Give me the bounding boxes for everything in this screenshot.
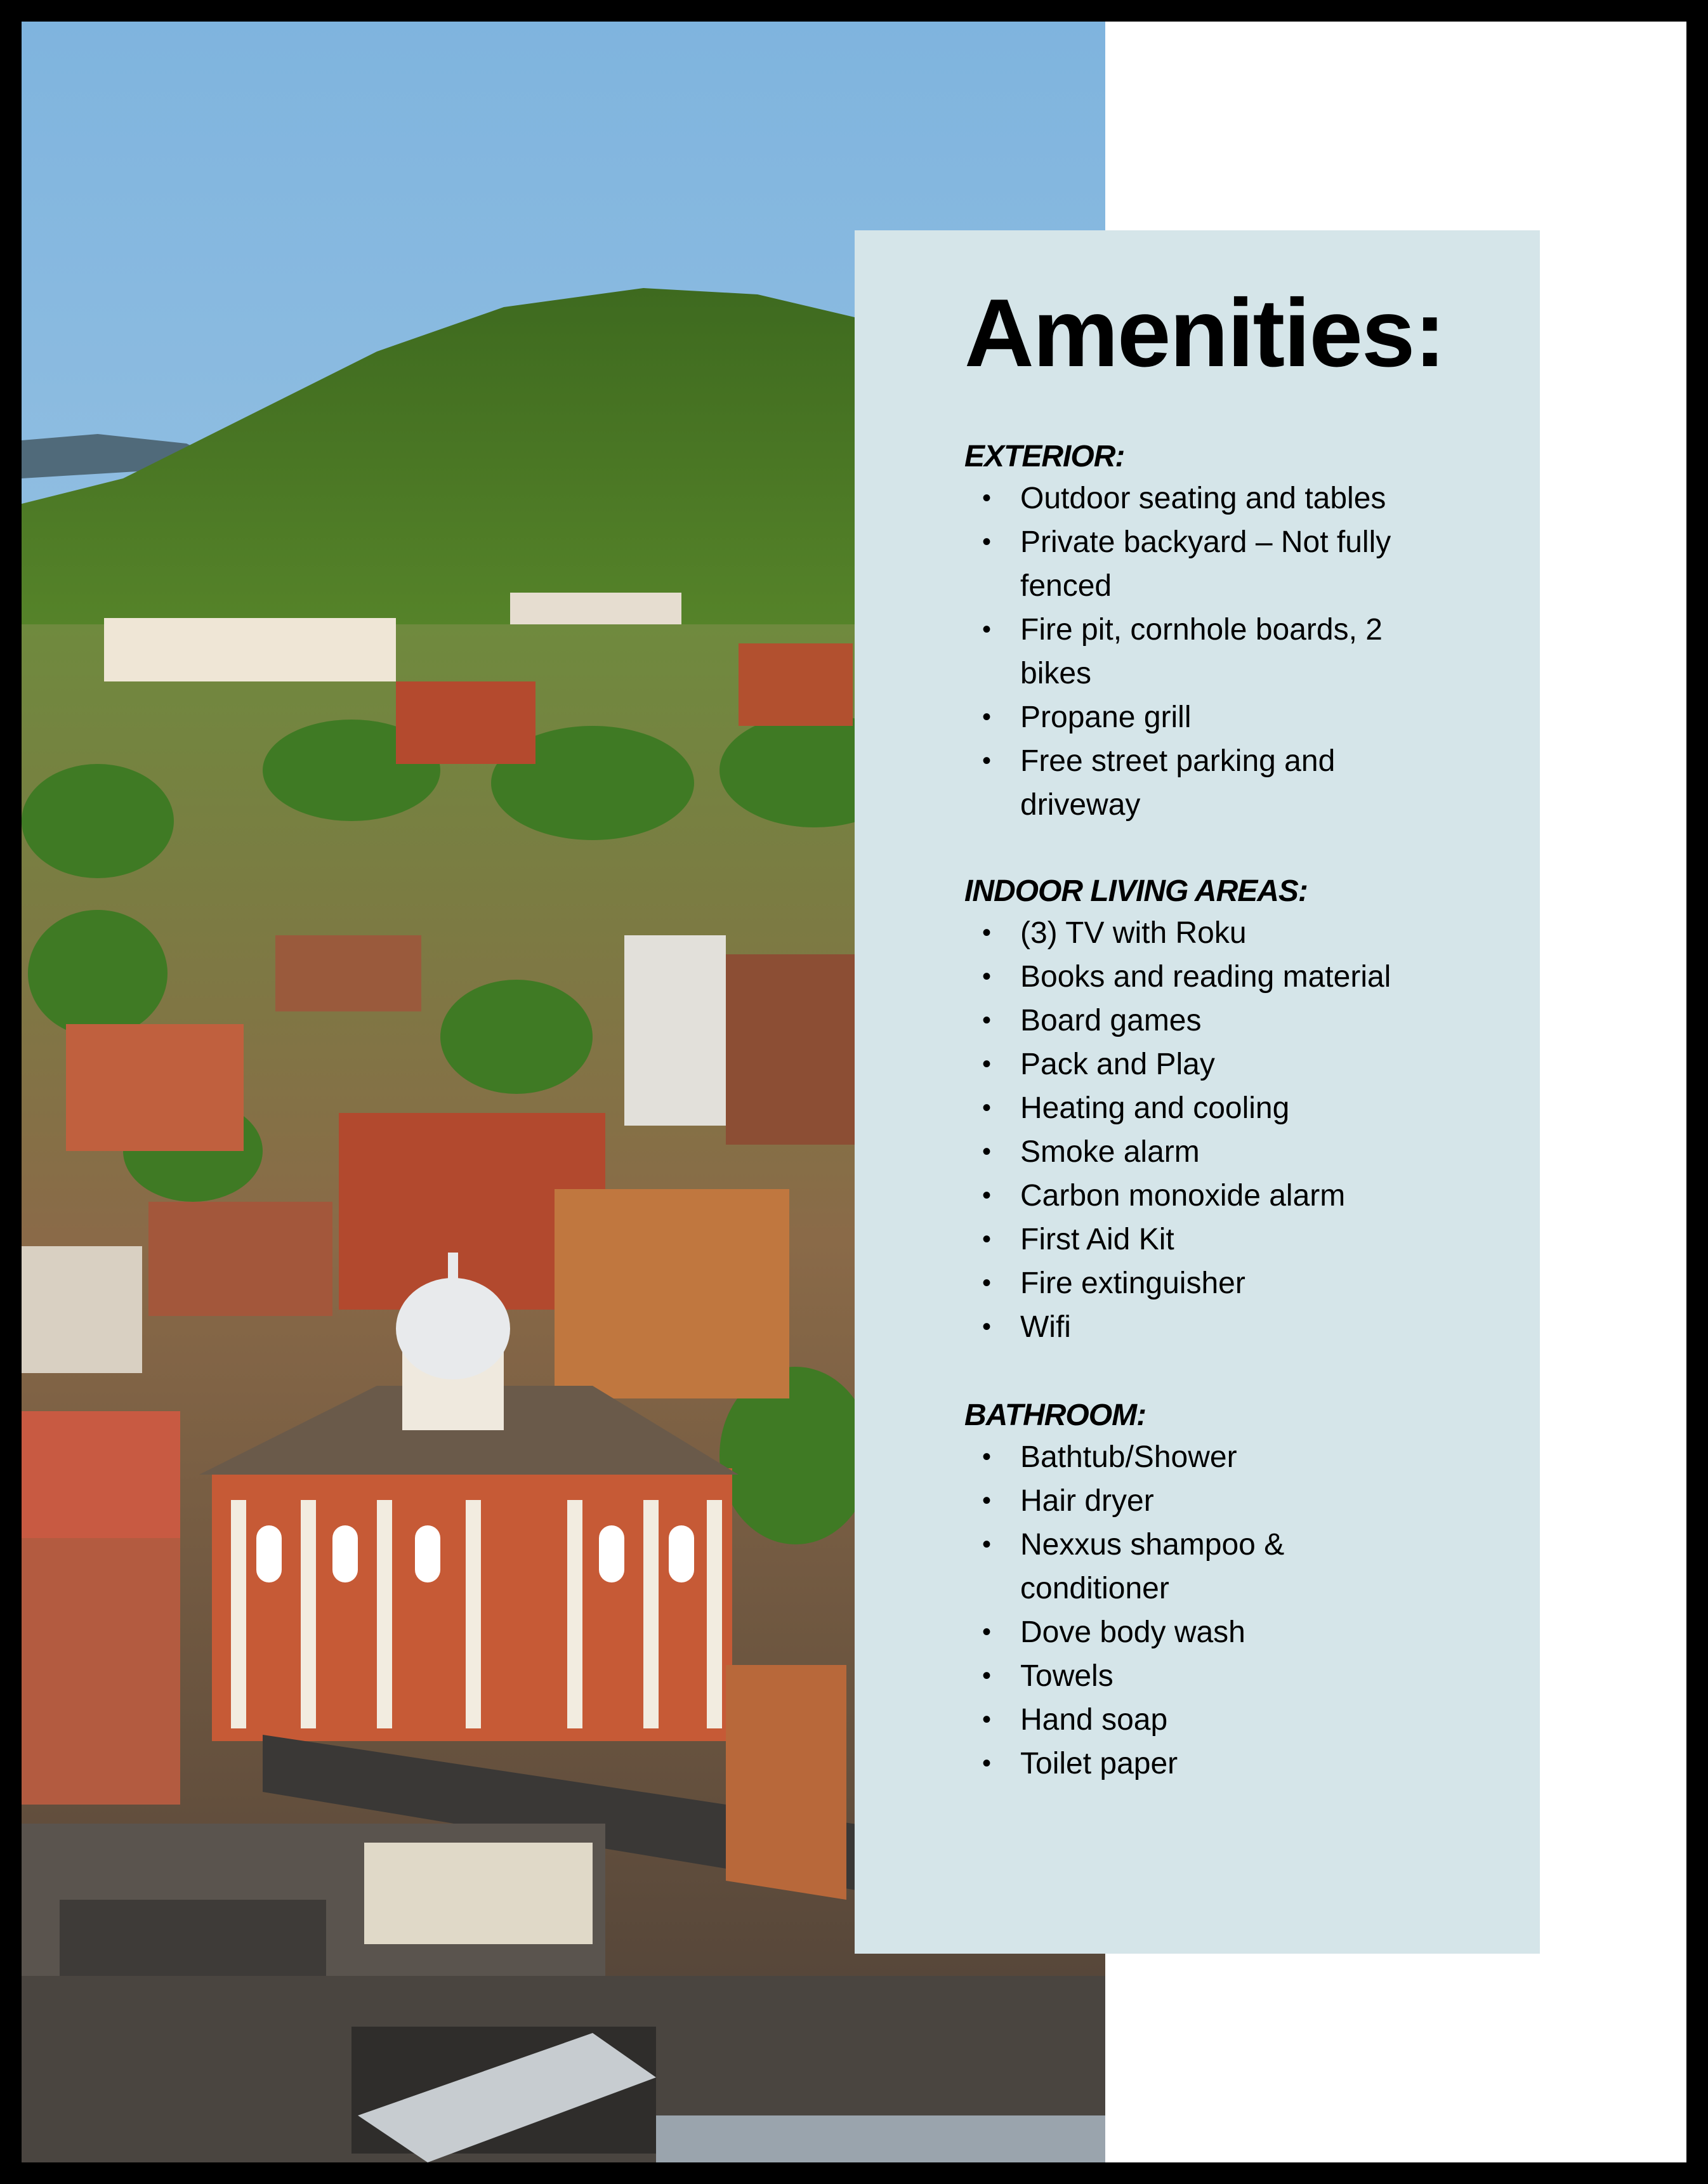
section-bathroom [964,1396,1514,1786]
list-item: • Free street parking and driveway [964,739,1439,827]
amenities-panel [855,230,1540,1954]
list-item: • Bathtub/Shower [964,1435,1439,1479]
list-item: • Outdoor seating and tables [964,477,1439,520]
amenity-list [964,1435,1514,1786]
list-item: • Smoke alarm [964,1130,1439,1174]
amenity-list [964,477,1514,827]
list-item: • Fire extinguisher [964,1261,1439,1305]
list-item: • Heating and cooling [964,1086,1439,1130]
section-heading: BATHROOM: [964,1398,1146,1432]
section-heading: INDOOR LIVING AREAS: [964,874,1308,908]
page-title: Amenities: [964,279,1445,387]
section-exterior [964,437,1514,827]
list-item: • Propane grill [964,695,1439,739]
section-heading: EXTERIOR: [964,440,1125,473]
list-item: • (3) TV with Roku [964,911,1439,955]
section-indoor-living-areas [964,872,1514,1349]
list-item: • Books and reading material [964,955,1439,999]
list-item: • Toilet paper [964,1742,1439,1786]
list-item: • Nexxus shampoo & conditioner [964,1523,1439,1610]
list-item: • Board games [964,999,1439,1043]
list-item: • Fire pit, cornhole boards, 2 bikes [964,608,1439,695]
page [22,22,1686,2162]
list-item: • Hair dryer [964,1479,1439,1523]
list-item: • Carbon monoxide alarm [964,1174,1439,1218]
list-item: • First Aid Kit [964,1218,1439,1261]
list-item: • Dove body wash [964,1610,1439,1654]
list-item: • Towels [964,1654,1439,1698]
list-item: • Wifi [964,1305,1439,1349]
list-item: • Private backyard – Not fully fenced [964,520,1439,608]
list-item: • Pack and Play [964,1043,1439,1086]
amenity-list [964,911,1514,1349]
list-item: • Hand soap [964,1698,1439,1742]
